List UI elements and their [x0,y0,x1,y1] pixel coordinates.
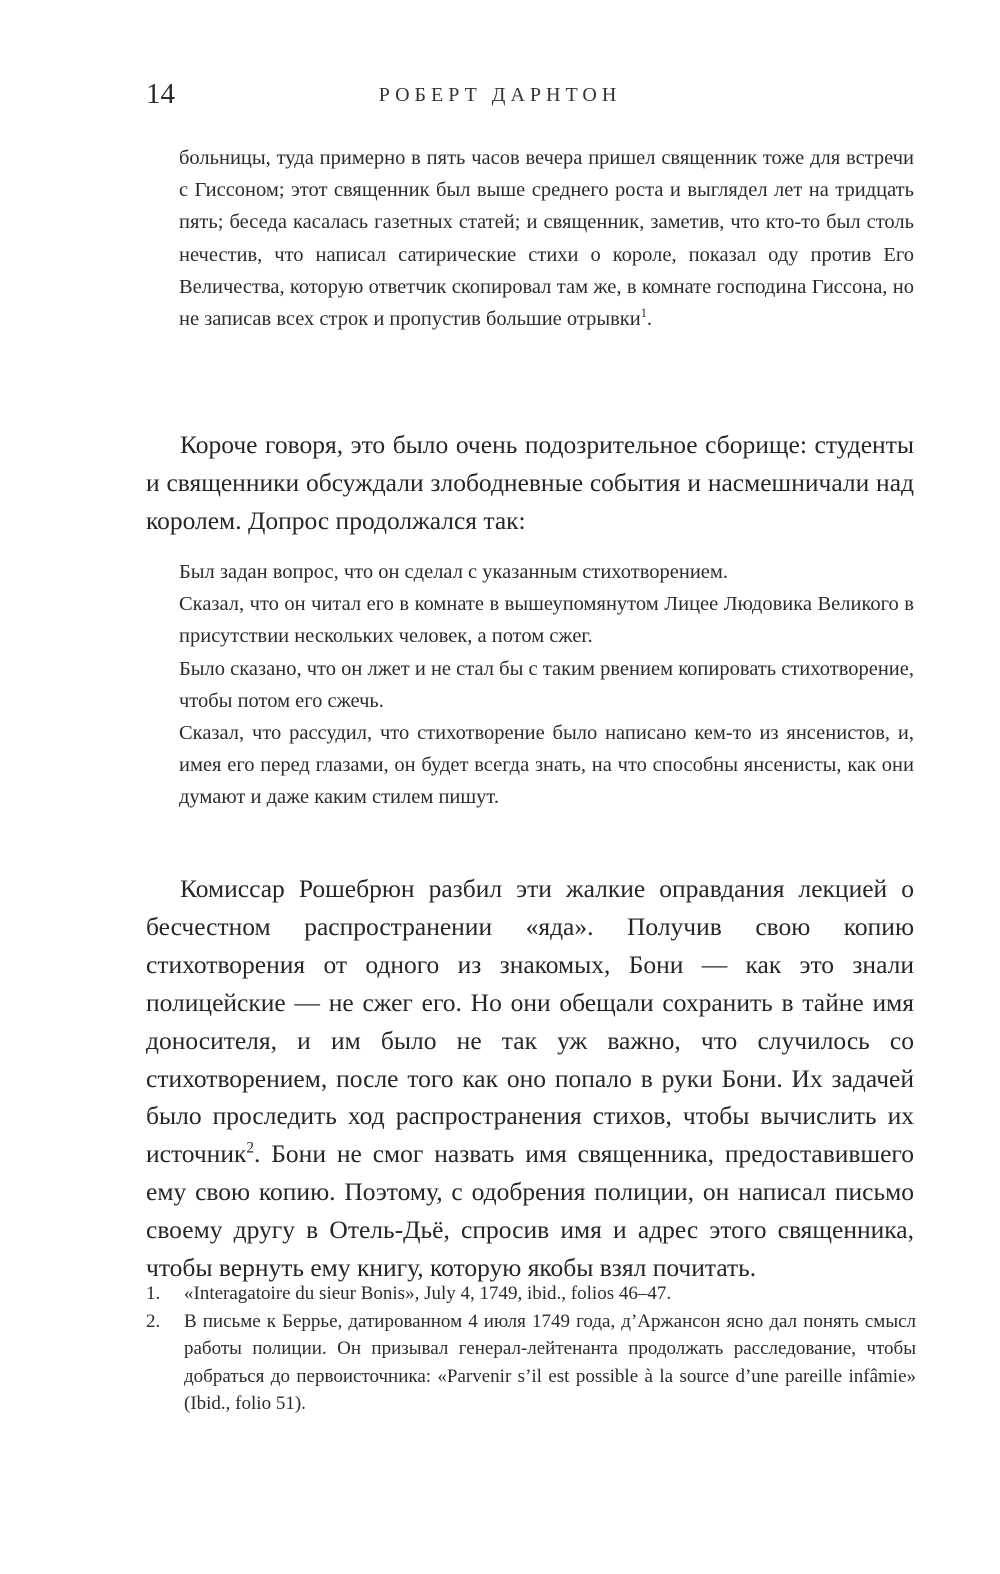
footnote-ref-2: 2 [246,1139,255,1157]
interrogation-line: Было сказано, что он лжет и не стал бы с таким рвением копировать стихотворение, чтобы потом его сжечь. [179,657,914,712]
interrogation-line: Сказал, что рассудил, что стихотворение было написано кем-то из янсенистов, и, имея его перед глазами, он будет всегда знать, на что способны янсенисты, как они думают и даже каким стилем пишут. [179,722,914,809]
quote-end: . [646,308,653,331]
body-paragraph-1: Короче говоря, это было очень подозрительное сборище: студенты и священники обсуждали злободневные события и насмешничали над королем. Допрос продолжался так: [146,430,914,535]
footnote-text: «Interagatoire du sieur Bonis», July 4, 1749, ibid., folios 46–47. [184,1283,672,1304]
paragraph-text: . Бони не смог назвать имя священника, предоставившего ему свою копию. Поэтому, с одобрения полиции, он написал письмо своему другу в Отель-Дьё, спросив имя и адрес этого священника, чтобы вернуть ему книгу, которую якобы взял почитать. [146,1139,914,1283]
body-paragraph-2 [146,870,914,1287]
interrogation-line: Сказал, что он читал его в комнате в вышеупомянутом Лицее Людовика Великого в присутствии нескольких человек, а потом сжег. [179,593,914,648]
page-header [0,78,1000,118]
block-quote-testimony [179,142,914,335]
paragraph-text: Комиссар Рошебрюн разбил эти жалкие оправдания лекцией о бесчестном распространении «яда». Получив свою копию стихотворения от одного из знакомых, Бони — как это знали полицейские — не сжег его. Но они обещали сохранить в тайне имя доносителя, и им было не так уж важно, что случилось со стихотворением, после того как оно попало в руки Бони. Их задачей было проследить ход распространения стихов, чтобы вычислить их источник [146,874,914,1169]
footnote-text: В письме к Беррье, датированном 4 июля 1749 года, д’Аржансон ясно дал понять смысл работы полиции. Он призывал генерал-лейтенанта продолжать расследование, чтобы добраться до первоисточника: «Parvenir s’il est possible à la source d’une pareille infâmie» (Ibid., folio 51). [184,1310,916,1415]
footnote-number: 1. [146,1283,161,1304]
quote-text: больницы, туда примерно в пять часов вечера пришел священник тоже для встречи с Гиссоном; этот священник был выше среднего роста и выглядел лет на тридцать пять; беседа касалась газетных статей; и священник, заметив, что кто-то был столь нечестив, что написал сатирические стихи о короле, показал оду против Его Величества, которую ответчик скопировал там же, в комнате господина Гиссона, но не записав всех строк и пропустив большие отрывки [179,147,914,331]
footnote-2 [146,1308,916,1418]
quote-paragraph [179,142,914,335]
page-number: 14 [146,78,175,110]
running-title: РОБЕРТ ДАРНТОН [378,84,622,106]
block-quote-interrogation [179,556,914,814]
footnote-1 [146,1280,916,1308]
footnote-ref-1: 1 [640,306,647,321]
footnotes [146,1280,916,1418]
footnote-number: 2. [146,1310,161,1332]
interrogation-line: Был задан вопрос, что он сделал с указанным стихотворением. [179,561,728,583]
